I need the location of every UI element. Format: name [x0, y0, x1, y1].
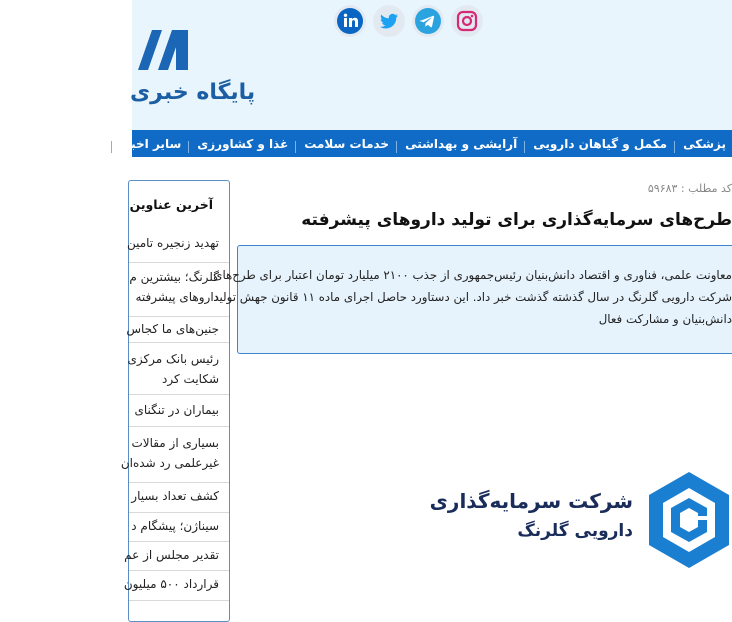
headline-item[interactable]: بسیاری از مقالات غیرعلمی رد شده‌ان — [129, 426, 229, 483]
headline-item[interactable]: کشف تعداد بسیار — [129, 482, 229, 513]
headline-item[interactable]: تهدید زنجیره تامین — [129, 225, 229, 263]
latest-headlines-panel — [120, 180, 230, 622]
instagram-link[interactable] — [451, 5, 483, 37]
instagram-icon — [454, 8, 480, 34]
headline-item[interactable]: جنین‌های ما کجاس — [129, 316, 229, 343]
site-header — [132, 0, 732, 130]
sidebar-title: آخرین عناوین — [129, 197, 213, 212]
site-logo-icon[interactable] — [132, 24, 194, 76]
social-links — [334, 5, 483, 39]
headline-item[interactable]: بیماران در تنگنای — [129, 394, 229, 427]
nav-item-cosmetics[interactable]: آرایشی و بهداشتی — [397, 137, 525, 151]
nav-item-all-news[interactable]: عناوین کل اخبار — [0, 137, 111, 151]
nav-item-medicine[interactable]: پزشکی — [683, 136, 726, 151]
linkedin-link[interactable] — [334, 5, 366, 37]
company-subtitle: دارویی گلرنگ — [517, 521, 633, 541]
nav-item-food-agriculture[interactable]: غذا و کشاورزی — [189, 137, 296, 151]
headline-item[interactable]: سیناژن؛ پیشگام د — [129, 512, 229, 542]
company-name: شرکت سرمایه‌گذاری — [429, 489, 633, 513]
company-logo-icon — [643, 470, 732, 570]
twitter-icon — [376, 8, 402, 34]
nav-item-supplements[interactable]: مکمل و گیاهان دارویی — [525, 137, 675, 151]
telegram-icon — [415, 8, 441, 34]
article-code: کد مطلب : ۵۹۶۸۳ — [647, 182, 732, 195]
headline-item[interactable]: قرارداد ۵۰۰ میلیون — [129, 570, 229, 601]
main-nav — [8, 130, 732, 157]
nav-item-health-services[interactable]: خدمات سلامت — [296, 137, 397, 151]
twitter-link[interactable] — [373, 5, 405, 37]
headline-item[interactable]: رئیس بانک مرکزی شکایت کرد — [129, 342, 229, 395]
article-lead-text: معاونت علمی، فناوری و اقتصاد دانش‌بنیان رئیس‌جمهوری از جذب ۲۱۰۰ میلیارد تومان اعتبار برای طرح‌های شرکت دارویی گلرنگ در سال گذشته گذشت خبر داد. این دستاورد حاصل اجرای ماده ۱۱ قانون جهش تولید دانش‌بنیان و مشارکت فعال — [213, 268, 732, 326]
nav-item-other-news[interactable]: سایر اخبار — [112, 137, 190, 151]
headline-item[interactable]: گلرنگ؛ بیشترین م داروهای پیشرفته — [129, 262, 229, 317]
article-headline: طرح‌های سرمایه‌گذاری برای تولید داروهای پیشرفته — [301, 210, 732, 230]
company-logo — [429, 470, 732, 570]
headline-item[interactable]: تقدیر مجلس از عم — [129, 541, 229, 571]
linkedin-icon — [337, 8, 363, 34]
telegram-link[interactable] — [412, 5, 444, 37]
site-title[interactable]: پایگاه خبری — [130, 80, 256, 105]
article-lead-box — [213, 245, 732, 354]
